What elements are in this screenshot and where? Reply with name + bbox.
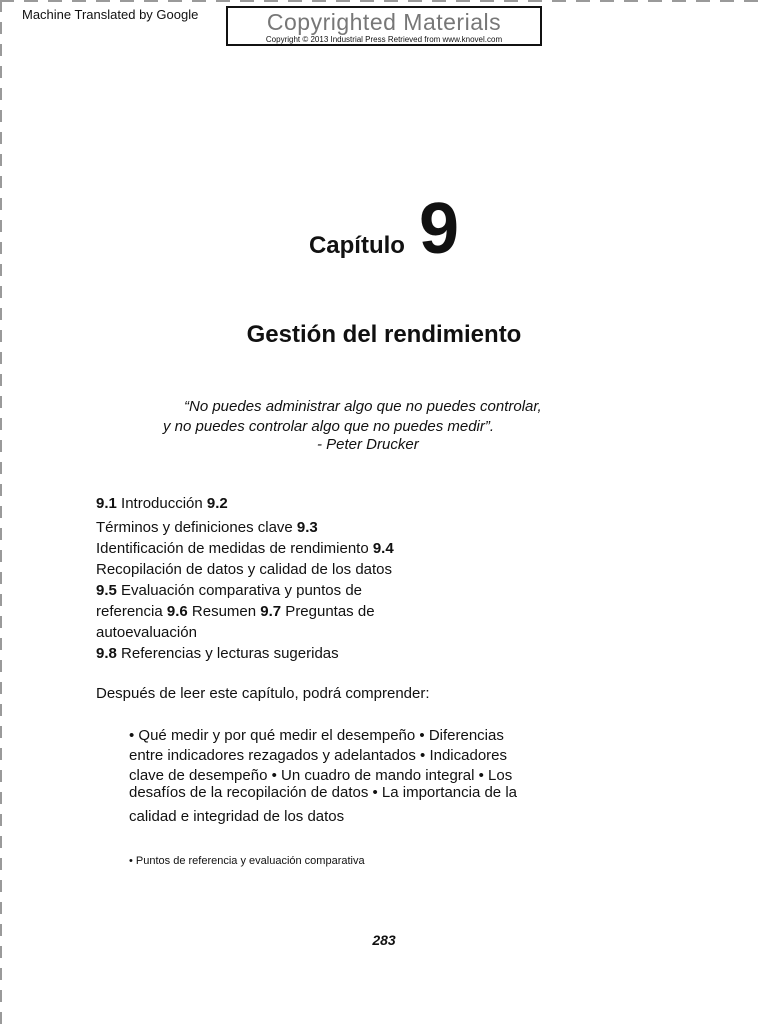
table-of-contents	[96, 493, 436, 664]
objective-line: calidad e integridad de los datos	[129, 808, 345, 825]
left-border	[0, 0, 2, 1024]
chapter-number: 9	[418, 189, 460, 269]
toc-line: 9.5 Evaluación comparativa y puntos de	[96, 582, 363, 599]
page-number: 283	[372, 932, 396, 948]
top-border	[0, 0, 768, 2]
chapter-heading	[0, 188, 768, 270]
copyright-stamp	[226, 6, 542, 46]
quote-line-1: “No puedes administrar algo que no puedes controlar,	[184, 398, 542, 415]
machine-translated-label: Machine Translated by Google	[22, 7, 199, 22]
objective-line: desafíos de la recopilación de datos • La importancia de la	[129, 784, 517, 801]
toc-line: Identificación de medidas de rendimiento 9.4	[96, 540, 394, 557]
intro-sentence: Después de leer este capítulo, podrá comprender:	[96, 685, 430, 702]
toc-line: 9.1 Introducción 9.2	[96, 495, 228, 512]
objective-line: clave de desempeño • Un cuadro de mando integral • Los	[129, 767, 513, 784]
objective-small-line: • Puntos de referencia y evaluación comparativa	[129, 855, 365, 867]
toc-line: Términos y definiciones clave 9.3	[96, 519, 318, 536]
quote-author: - Peter Drucker	[317, 436, 419, 453]
chapter-word: Capítulo	[308, 232, 405, 259]
toc-line: 9.8 Referencias y lecturas sugeridas	[96, 645, 339, 662]
stamp-subtitle: Copyright © 2013 Industrial Press Retrieved from www.knovel.com	[265, 35, 503, 44]
stamp-title: Copyrighted Materials	[266, 9, 502, 35]
quote-line-2: y no puedes controlar algo que no puedes medir”.	[163, 418, 495, 435]
learning-objectives	[129, 726, 559, 827]
objective-line: • Qué medir y por qué medir el desempeño • Diferencias	[129, 727, 504, 744]
toc-line: autoevaluación	[96, 624, 197, 641]
chapter-title: Gestión del rendimiento	[246, 321, 522, 348]
toc-line: Recopilación de datos y calidad de los datos	[96, 561, 393, 578]
objective-line: entre indicadores rezagados y adelantados • Indicadores	[129, 747, 507, 764]
toc-line: referencia 9.6 Resumen 9.7 Preguntas de	[96, 603, 375, 620]
